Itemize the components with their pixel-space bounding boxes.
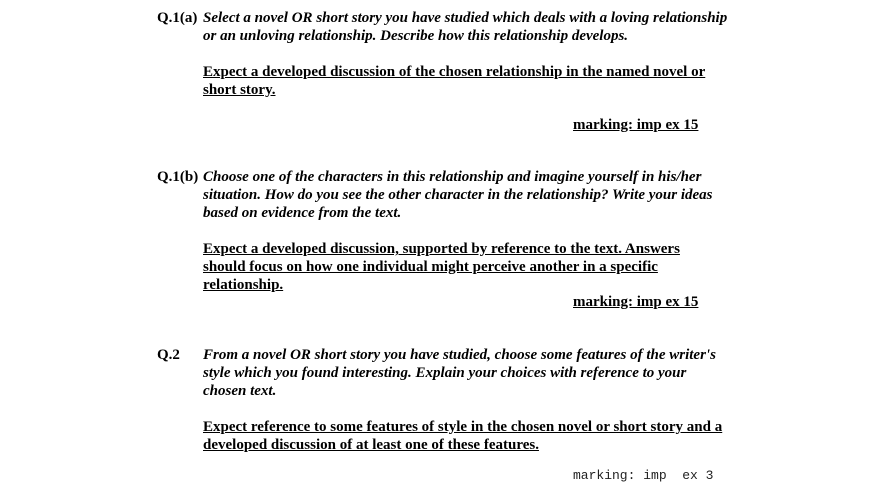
question-1a — [157, 9, 747, 99]
marking-note: marking: imp ex 3 — [573, 468, 714, 483]
question-number: Q.1(a) — [157, 10, 198, 26]
marking-note: marking: imp ex 15 — [573, 294, 699, 310]
question-prompt: From a novel OR short story you have studied, choose some features of the writer's style which you found interesting. Explain your choices with reference to your chosen text. — [203, 347, 716, 399]
question-prompt: Choose one of the characters in this relationship and imagine yourself in his/her situation. How do you see the other character in the relationship? Write your ideas based on evidence from the text. — [203, 169, 713, 221]
expected-answer: Expect a developed discussion of the chosen relationship in the named novel or short story. — [203, 64, 706, 98]
question-number: Q.1(b) — [157, 169, 199, 185]
question-2 — [157, 346, 747, 454]
expected-answer: Expect reference to some features of style in the chosen novel or short story and a developed discussion of at least one of these features. — [203, 419, 723, 453]
marking-note: marking: imp ex 15 — [573, 117, 699, 133]
question-number: Q.2 — [157, 347, 180, 363]
question-prompt: Select a novel OR short story you have studied which deals with a loving relationship or an unloving relationship. Describe how this relationship develops. — [203, 10, 728, 44]
question-1b — [157, 168, 747, 294]
expected-answer: Expect a developed discussion, supported by reference to the text. Answers should focus on how one individual might perceive another in a specific relationship. — [203, 241, 680, 293]
